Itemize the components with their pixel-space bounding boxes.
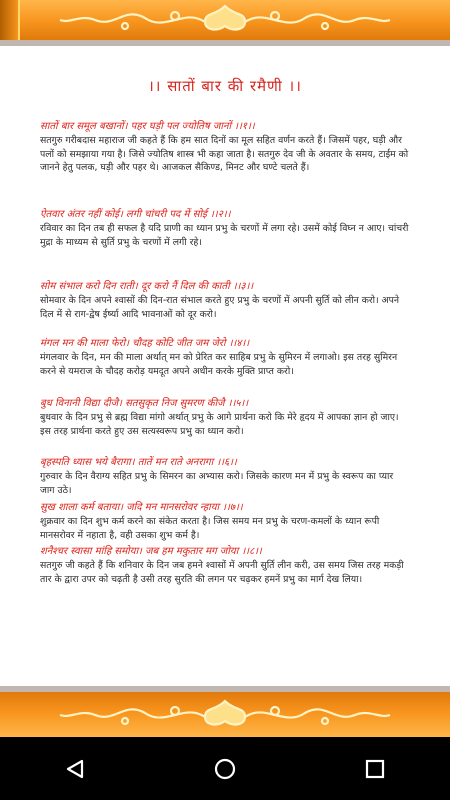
bottom-ornament-icon	[55, 697, 395, 733]
verse-line: बृहस्पति ध्यास भये बैरागा। तातें मन राते अनरागा ।।६।।	[40, 457, 237, 468]
verse-explanation: मंगलवार के दिन, मन की माला अर्थात् मन को प्रेरित कर साहिब प्रभु के सुमिरन में लगाओ। इस तरह सुमिरन करने से यमराज के चौदह करोड़ यमदूत अपने अधीन करके मुक्ति प्राप्त करो।	[40, 352, 398, 377]
back-button[interactable]	[45, 744, 105, 794]
section-3	[40, 280, 410, 321]
page-title: ।। सातों बार की रमैणी ।।	[148, 77, 302, 95]
home-icon	[213, 757, 237, 781]
verse-line: ऐतवार अंतर नहीं कोई। लगी चांचरी पद में सोई ।।२।।	[40, 209, 231, 220]
back-icon	[64, 758, 86, 780]
banner-corner	[0, 0, 20, 40]
verse-explanation: बुधवार के दिन प्रभु से ब्रह्म विद्या मांगो अर्थात् प्रभु के आगे प्रार्थना करो कि मेरे हृदय में आपका ज्ञान हो जाए। इस तरह प्रार्थना करते हुए उस सत्यस्वरूप प्रभु का ध्यान करो।	[40, 412, 399, 437]
bottom-banner	[0, 692, 450, 737]
section-6	[40, 456, 410, 497]
verse-explanation: गुरुवार के दिन वैराग्य सहित प्रभु के सिमरन का अभ्यास करो। जिसके कारण मन में प्रभु के स्वरूप का प्यार जाग उठे।	[40, 471, 394, 496]
recents-button[interactable]	[345, 744, 405, 794]
system-nav-bar	[0, 737, 450, 800]
verse-explanation: रविवार का दिन तब ही सफल है यदि प्राणी का ध्यान प्रभु के चरणों में लगा रहे। उसमें कोई विघ्न न आए। चांचरी मुद्रा के माध्यम से सुर्ति प्रभु के चरणों में लगी रहे।	[40, 223, 409, 248]
verse-explanation: सतगुरु जी कहते हैं कि शनिवार के दिन जब हमने श्वासों में अपनी सुर्ति लीन करी, उस समय जिस तरह मकड़ी तार के द्वारा उपर को चढ़ती है उसी तरह सुरति की लगन पर चढ़कर हमनें प्रभु का मार्ग देख लिया।	[40, 560, 404, 585]
verse-line: सोम संभाल करो दिन राती। दूर करो नैं दिल की काती ।।३।।	[40, 281, 254, 292]
recents-icon	[365, 759, 385, 779]
verse-line: शनैश्चर स्वासा मांहि समोया। जब हम मकुतार मग जोया ।।८।।	[40, 546, 262, 557]
verse-explanation: सतगुरु गरीबदास महाराज जी कहते हैं कि हम सात दिनों का मूल सहित वर्णन करते हैं। जिसमें पहर, घड़ी और पलों को समझाया गया है। जिसे ज्योतिष शास्त्र भी कहा जाता है। सतगुरु देव जी के अवतार के समय, टाईम को जानने हेतु पलक, घड़ी और पहर थे। आजकल सैकिण्ड, मिनट और घण्टे चलते हैं।	[40, 135, 409, 174]
section-5	[40, 397, 410, 438]
top-banner	[0, 0, 450, 40]
verse-explanation: सोमवार के दिन अपने श्वासों की दिन-रात संभाल करते हुए प्रभु के चरणों में अपनी सुर्ति को लीन करो। अपने दिल में से राग-द्वेष ईर्ष्या आदि भावनाओं को दूर करो।	[40, 295, 400, 320]
verse-line: मंगल मन की माला फेरो। चौदह कोटि जीत जम जेरो ।।४।।	[40, 338, 250, 349]
verse-line: सुख शाला कर्म बताया। जदि मन मानसरोवर न्हाया ।।७।।	[40, 502, 243, 513]
verse-explanation: शुक्रवार का दिन शुभ कर्म करने का संकेत करता है। जिस समय मन प्रभु के चरण-कमलों के ध्यान रूपी मानसरोवर में नहाता है, वही उसका शुभ कर्म है।	[40, 516, 380, 541]
section-2	[40, 208, 410, 249]
section-1	[40, 120, 410, 175]
verse-line: सातों बार समूल बखानों। पहर घड़ी पल ज्योतिष जानों ।।१।।	[40, 121, 255, 132]
section-8	[40, 545, 410, 586]
verse-line: बुध विनानी विद्या दीजै। सतसुकृत निज सुमरण कीजै ।।५।।	[40, 398, 249, 409]
content-area[interactable]	[0, 46, 450, 686]
section-7	[40, 501, 410, 542]
section-4	[40, 337, 410, 378]
top-ornament-icon	[55, 2, 395, 38]
home-button[interactable]	[195, 744, 255, 794]
